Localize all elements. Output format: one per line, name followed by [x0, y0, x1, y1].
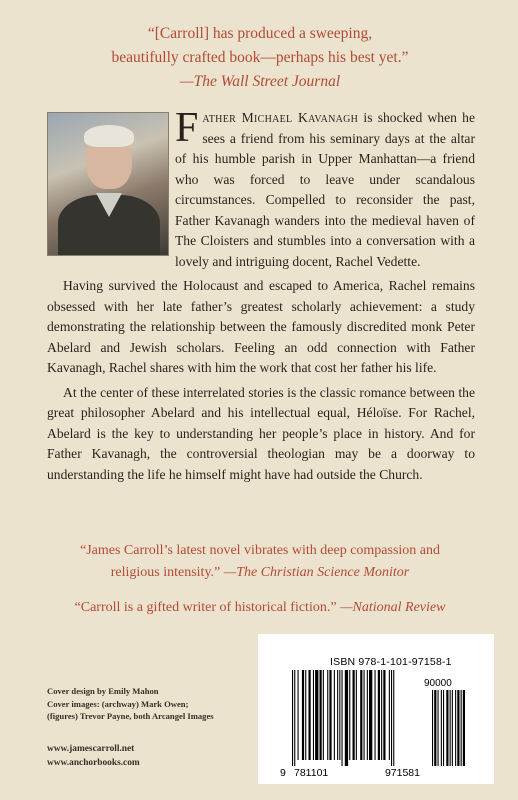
barcode-digit-first: 9	[280, 767, 286, 779]
synopsis-paragraph-2: Having survived the Holocaust and escaped to America, Rachel remains obsessed with her late father’s greatest scholarly achievement: a study demonstrating the relationship between the famously discredited monk Peter Abelard and Jewish scholars. Feeling an odd connection with Father Kavanagh, Rachel shares with him the work that cost her father his life.	[47, 278, 475, 375]
websites	[47, 742, 247, 770]
mid-pull-quote	[40, 540, 480, 584]
credit-line3: (figures) Trevor Payne, both Arcangel Images	[47, 711, 214, 721]
top-quote-line2: beautifully crafted book—perhaps his best yet.”	[111, 49, 409, 66]
author-photo	[47, 112, 169, 256]
top-quote-line1: “[Carroll] has produced a sweeping,	[147, 25, 373, 42]
author-website: www.jamescarroll.net	[47, 744, 135, 754]
mid-quote2-text: “Carroll is a gifted writer of historical fiction.”	[74, 600, 341, 615]
synopsis-paragraph-3: At the center of these interrelated stories is the classic romance between the great philosopher Abelard and his intellectual equal, Héloïse. For Rachel, Abelard is the key to understanding her people’s place in history. And for Father Kavanagh, the controversial theologian may be a doorway to understanding the life he himself might have had outside the Church.	[47, 384, 475, 482]
top-quote-source: —The Wall Street Journal	[179, 73, 341, 90]
credit-line2: Cover images: (archway) Mark Owen;	[47, 698, 189, 709]
mid-quote-line1: “James Carroll’s latest novel vibrates with deep compassion and	[79, 543, 441, 558]
barcode-digit-group1: 781101	[294, 767, 329, 779]
paragraph-1-text: is shocked when he sees a friend from his seminary days at the altar of his humble parish in Upper Manhattan—a friend who was forced to leave under scandalous circumstances. Compelled to reconsider the past, Father Kavanagh wanders into the medieval haven of The Cloisters and stumbles into a conversation with a lovely and intriguing docent, Rachel Vedette.	[175, 110, 476, 269]
top-pull-quote	[30, 22, 490, 94]
lead-in: ather Michael Kavanagh	[202, 110, 359, 125]
barcode-digits	[280, 767, 422, 779]
mid-quote-source: —The Christian Science Monitor	[223, 565, 410, 580]
barcode-panel	[258, 634, 494, 784]
drop-cap: F	[175, 105, 199, 151]
mid-quote-line2: religious intensity.”	[110, 565, 224, 580]
credit-line1: Cover design by Emily Mahon	[47, 686, 159, 696]
barcode-digit-group2: 971581	[384, 767, 420, 779]
cover-credits	[47, 685, 247, 723]
mid-pull-quote-2	[40, 597, 480, 619]
barcode-icon	[292, 670, 482, 766]
isbn-text: ISBN 978-1-101-97158-1	[330, 656, 452, 668]
publisher-website: www.anchorbooks.com	[47, 758, 140, 768]
mid-quote2-source: —National Review	[340, 600, 446, 615]
price-code: 90000	[424, 678, 452, 689]
